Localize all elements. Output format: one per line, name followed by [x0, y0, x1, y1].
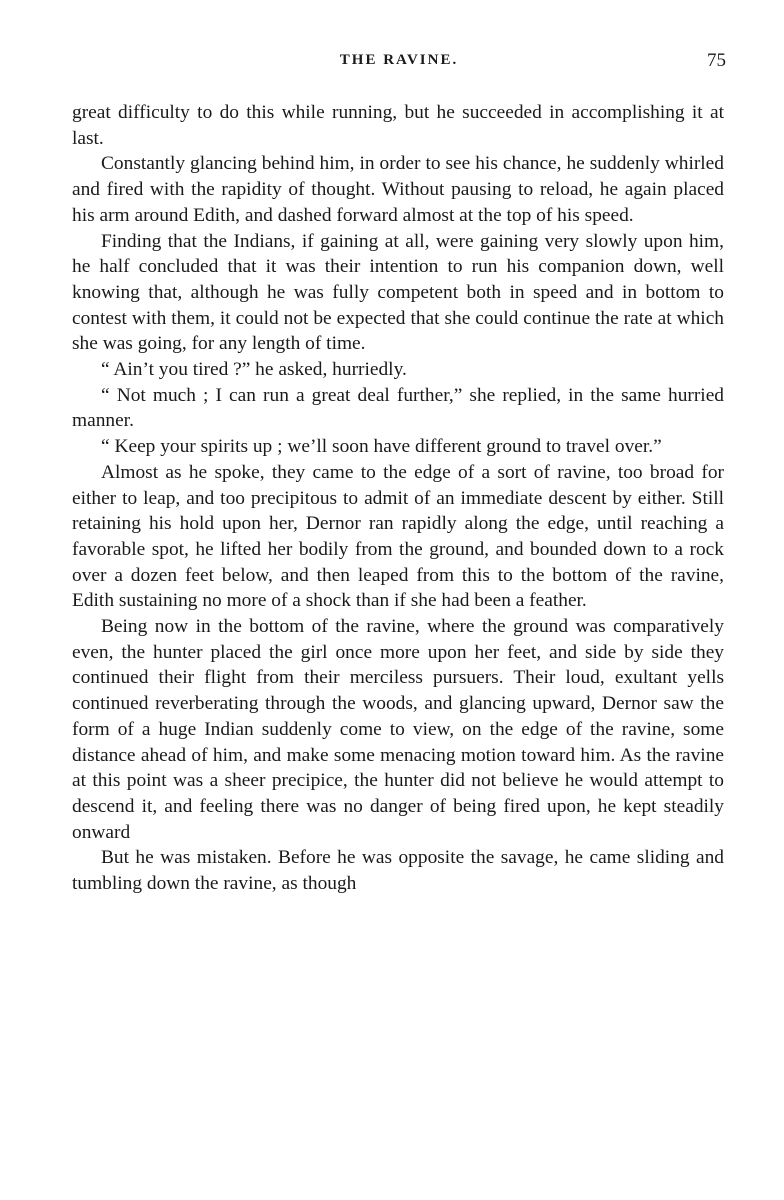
- paragraph-continuation: great difficulty to do this while running, but he succeeded in accomplishing it at last.: [72, 102, 724, 149]
- paragraph: Constantly glancing behind him, in order to see his chance, he suddenly whirled and fired with the rapidity of thought. Without pausing to reload, he again placed his arm around Edith, and dashed forward almost at the top of his speed.: [72, 153, 724, 226]
- paragraph: Finding that the Indians, if gaining at all, were gaining very slowly upon him, he half concluded that it was their intention to run his companion down, well knowing that, although he was fully competent both in speed and in bottom to contest with them, it could not be expected that she could continue the rate at which she was going, for any length of time.: [72, 230, 724, 355]
- dialogue-paragraph: “ Not much ; I can run a great deal further,” she replied, in the same hurried manner.: [72, 384, 724, 432]
- dialogue-paragraph: “ Ain’t you tired ?” he asked, hurriedly.: [101, 359, 407, 381]
- paragraph: Almost as he spoke, they came to the edge of a sort of ravine, too broad for either to leap, and too precipitous to admit of an immediate descent by either. Still retaining his hold upon her, Dernor ran rapidly along the edge, until reaching a favorable spot, he lifted her bodily from the ground, and bounded down to a rock over a dozen feet below, and then leaped from this to the bottom of the ravine, Edith sustaining no more of a shock than if she had been a feather.: [72, 461, 724, 612]
- chapter-title: THE RAVINE.: [339, 52, 459, 68]
- paragraph: Being now in the bottom of the ravine, where the ground was comparatively even, the hunter placed the girl once more upon her feet, and side by side they continued their flight from their merciless pursuers. Their loud, exultant yells continued reverberating through the woods, and glancing upward, Dernor saw the form of a huge Indian suddenly come to view, on the edge of the ravine, some distance ahead of him, and make some menacing motion toward him. As the ravine at this point was a sheer precipice, the hunter did not believe he would attempt to descend it, and feeling there was no danger of being fired upon, he kept steadily onward: [72, 616, 724, 843]
- dialogue-paragraph: “ Keep your spirits up ; we’ll soon have different ground to travel over.”: [101, 436, 662, 458]
- paragraph: But he was mistaken. Before he was opposite the savage, he came sliding and tumbling down the ravine, as though: [72, 847, 724, 895]
- body-text: [72, 100, 724, 897]
- page-number: 75: [707, 50, 726, 71]
- running-head: [72, 52, 726, 78]
